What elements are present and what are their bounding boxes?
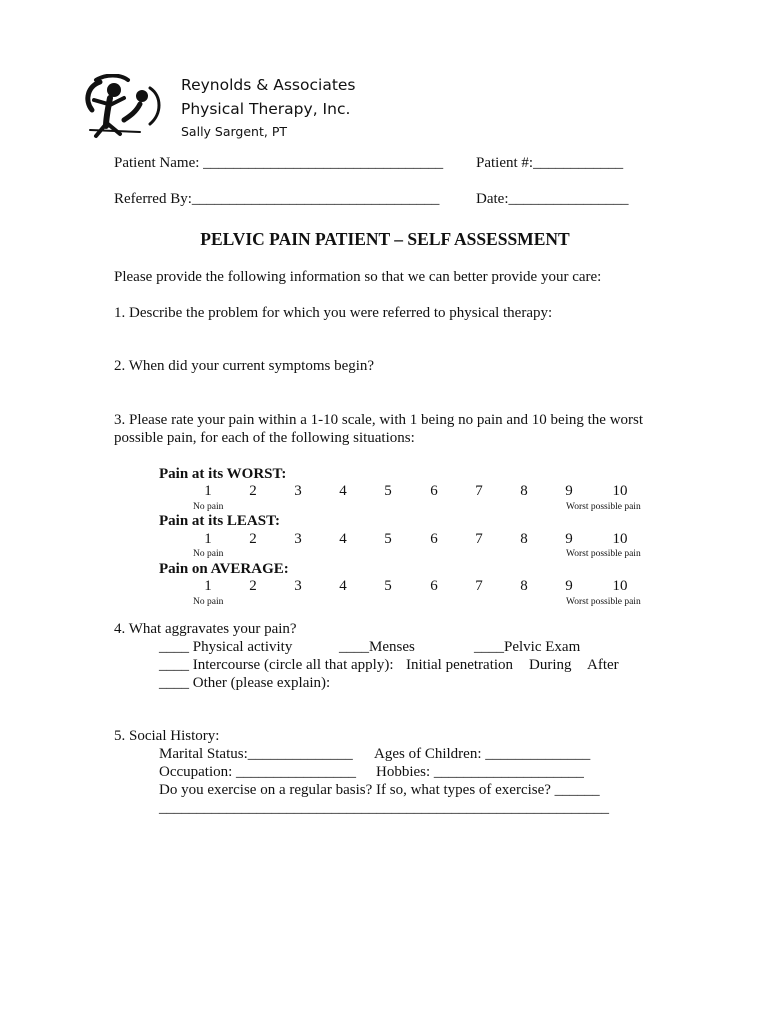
scale-number[interactable]: 10 (612, 578, 628, 594)
scale-low-label: No pain (193, 597, 224, 607)
scale-number[interactable]: 5 (384, 483, 392, 499)
scale-number[interactable]: 5 (384, 531, 392, 547)
scale-number[interactable]: 8 (520, 578, 528, 594)
scale-number[interactable]: 1 (204, 578, 212, 594)
option-after[interactable]: After (587, 657, 619, 673)
company-name-line2: Physical Therapy, Inc. (181, 100, 351, 118)
option-physical-activity[interactable]: ____ Physical activity (159, 639, 293, 655)
question-3-line1: 3. Please rate your pain within a 1-10 scale, with 1 being no pain and 10 being the worst (114, 412, 644, 428)
scale-number[interactable]: 10 (612, 531, 628, 547)
pain-average-label: Pain on AVERAGE: (159, 561, 289, 577)
scale-number[interactable]: 7 (475, 578, 483, 594)
scale-number[interactable]: 3 (294, 578, 302, 594)
pain-average-scale[interactable] (0, 578, 770, 598)
scale-number[interactable]: 6 (430, 483, 438, 499)
referred-by-field[interactable]: Referred By:_________________________________ (114, 191, 440, 207)
scale-number[interactable]: 1 (204, 483, 212, 499)
patient-name-field[interactable]: Patient Name: ________________________________ (114, 155, 444, 171)
question-3-line2: possible pain, for each of the following situations: (114, 430, 415, 446)
therapist-figure-icon (84, 74, 164, 142)
scale-number[interactable]: 3 (294, 483, 302, 499)
scale-high-label: Worst possible pain (566, 549, 641, 559)
company-name-line1: Reynolds & Associates (181, 76, 356, 94)
pain-worst-label: Pain at its WORST: (159, 466, 287, 482)
scale-number[interactable]: 4 (339, 578, 347, 594)
scale-number[interactable]: 6 (430, 578, 438, 594)
intro-text: Please provide the following information so that we can better provide your care: (114, 269, 602, 285)
scale-number[interactable]: 9 (565, 483, 573, 499)
option-during[interactable]: During (529, 657, 572, 673)
exercise-field[interactable]: Do you exercise on a regular basis? If so, what types of exercise? ______ (159, 782, 600, 798)
marital-status-field[interactable]: Marital Status:______________ (159, 746, 353, 762)
occupation-field[interactable]: Occupation: ________________ (159, 764, 357, 780)
question-5: 5. Social History: (114, 728, 220, 744)
scale-high-label: Worst possible pain (566, 597, 641, 607)
scale-number[interactable]: 6 (430, 531, 438, 547)
page-title: PELVIC PAIN PATIENT – SELF ASSESSMENT (200, 229, 570, 249)
scale-number[interactable]: 2 (249, 531, 257, 547)
scale-number[interactable]: 4 (339, 483, 347, 499)
pain-least-label: Pain at its LEAST: (159, 513, 280, 529)
exercise-answer-line[interactable]: ____________________________________________________________ (159, 800, 609, 816)
question-2: 2. When did your current symptoms begin? (114, 358, 375, 374)
date-field[interactable]: Date:________________ (476, 191, 629, 207)
scale-high-label: Worst possible pain (566, 502, 641, 512)
option-other[interactable]: ____ Other (please explain): (159, 675, 331, 691)
question-1: 1. Describe the problem for which you were referred to physical therapy: (114, 305, 553, 321)
option-intercourse[interactable]: ____ Intercourse (circle all that apply): (159, 657, 394, 673)
pain-worst-scale[interactable] (0, 483, 770, 503)
pain-least-scale[interactable] (0, 531, 770, 551)
scale-number[interactable]: 3 (294, 531, 302, 547)
option-pelvic-exam[interactable]: ____Pelvic Exam (474, 639, 581, 655)
scale-number[interactable]: 8 (520, 531, 528, 547)
scale-number[interactable]: 8 (520, 483, 528, 499)
scale-number[interactable]: 7 (475, 531, 483, 547)
ages-of-children-field[interactable]: Ages of Children: ______________ (374, 746, 591, 762)
scale-number[interactable]: 1 (204, 531, 212, 547)
therapist-name: Sally Sargent, PT (181, 124, 287, 139)
scale-number[interactable]: 2 (249, 578, 257, 594)
scale-number[interactable]: 7 (475, 483, 483, 499)
scale-number[interactable]: 10 (612, 483, 628, 499)
scale-number[interactable]: 5 (384, 578, 392, 594)
scale-number[interactable]: 2 (249, 483, 257, 499)
scale-low-label: No pain (193, 549, 224, 559)
patient-number-field[interactable]: Patient #:____________ (476, 155, 624, 171)
scale-low-label: No pain (193, 502, 224, 512)
scale-number[interactable]: 9 (565, 578, 573, 594)
option-menses[interactable]: ____Menses (339, 639, 415, 655)
hobbies-field[interactable]: Hobbies: ____________________ (376, 764, 584, 780)
question-4: 4. What aggravates your pain? (114, 621, 297, 637)
scale-number[interactable]: 9 (565, 531, 573, 547)
option-initial-penetration[interactable]: Initial penetration (406, 657, 514, 673)
scale-number[interactable]: 4 (339, 531, 347, 547)
company-logo (84, 74, 164, 142)
